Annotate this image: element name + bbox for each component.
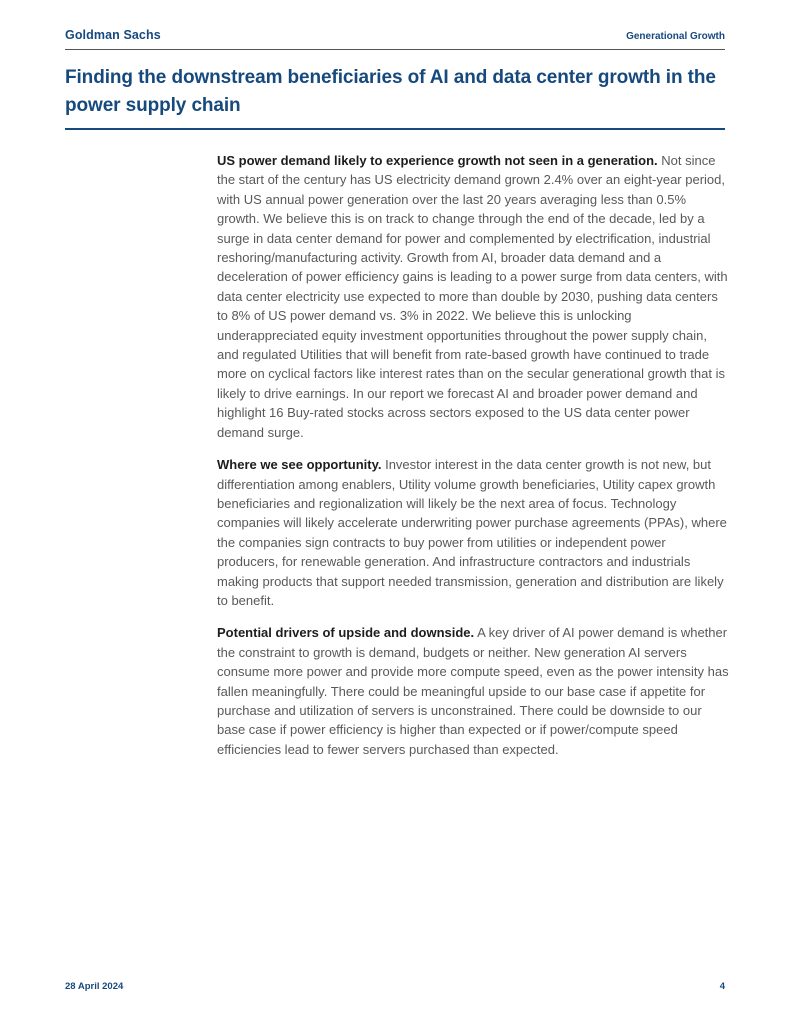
paragraph-lead: Where we see opportunity. xyxy=(217,457,382,473)
paragraph-upside-downside xyxy=(217,623,730,759)
paragraph-lead: Potential drivers of upside and downside. xyxy=(217,625,475,641)
paragraph-opportunity xyxy=(217,455,730,610)
brand-logo-text: Goldman Sachs xyxy=(65,28,161,42)
footer-date: 28 April 2024 xyxy=(65,981,124,992)
header-divider xyxy=(65,49,725,50)
paragraph-text: Investor interest in the data center growth is not new, but differentiation among enablers, Utility volume growth beneficiaries, Utility capex growth beneficiaries and regionalization will likely be the next area of focus. Technology companies will likely accelerate underwriting power purchase agreements (PPAs), where the companies sign contracts to buy power from utilities or independent power producers, for renewable generation. And infrastructure contractors and industrials making products that support needed transmission, generation and distribution are likely to benefit. xyxy=(217,457,727,608)
paragraph-text: Not since the start of the century has US electricity demand grown 2.4% over an eight-year period, with US annual power generation over the last 20 years averaging less than 0.5% growth. We believe this is on track to change through the end of the decade, led by a surge in data center demand for power and complemented by electrification, industrial reshoring/manufacturing activity. Growth from AI, broader data demand and a deceleration of power efficiency gains is leading to a power surge from data centers, with data center electricity use expected to more than double by 2030, pushing data centers to 8% of US power demand vs. 3% in 2022. We believe this is unlocking underappreciated equity investment opportunities throughout the power supply chain, and regulated Utilities that will benefit from rate-based growth have continued to trade more on cyclical factors like interest rates than on the secular generational growth that is likely to drive earnings. In our report we forecast AI and broader power demand and highlight 16 Buy-rated stocks across sectors exposed to the US data center power demand surge. xyxy=(217,153,728,440)
page-footer xyxy=(65,981,725,992)
page-header xyxy=(65,28,725,42)
page-title: Finding the downstream beneficiaries of AI and data center growth in the power supply chain xyxy=(65,67,716,116)
title-divider xyxy=(65,128,725,130)
paragraph-lead: US power demand likely to experience growth not seen in a generation. xyxy=(217,153,658,168)
paragraph-power-demand xyxy=(217,151,730,442)
article-body xyxy=(217,151,730,759)
page-number: 4 xyxy=(719,981,725,992)
paragraph-text: A key driver of AI power demand is whether the constraint to growth is demand, budgets or neither. New generation AI servers consume more power and provide more compute speed, even as the power intensity has fallen meaningfully. There could be meaningful upside to our base case if appetite for purchase and utilization of servers is unconstrained. There could be downside to our base case if power efficiency is higher than expected or if power/compute speed efficiencies lead to fewer servers purchased than expected. xyxy=(217,625,729,757)
report-series-title: Generational Growth xyxy=(626,31,725,42)
